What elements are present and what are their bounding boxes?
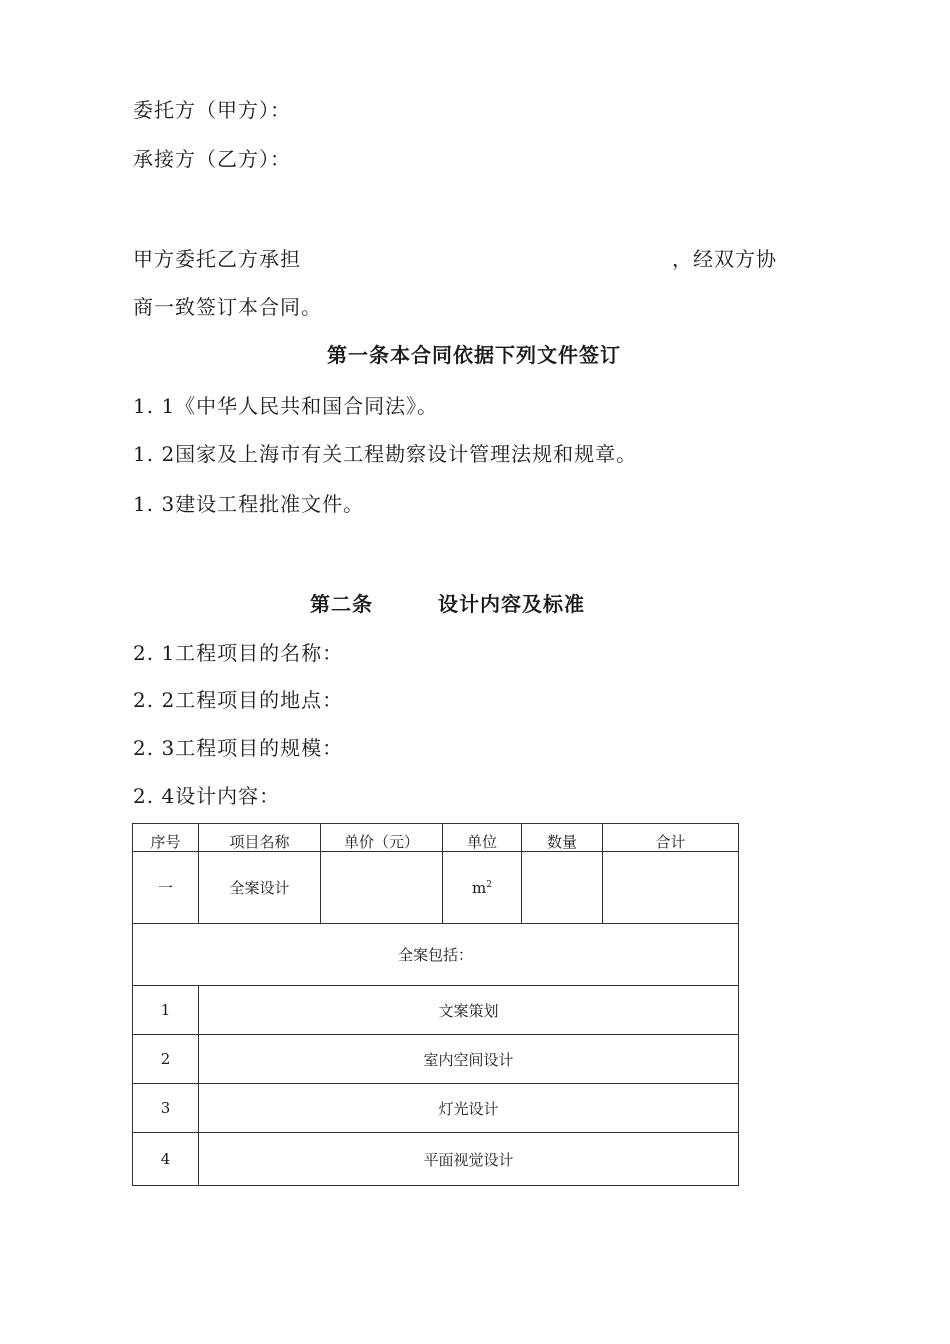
table-row (133, 1084, 739, 1133)
table-row-main (133, 852, 739, 924)
sub-item-no: 2 (133, 1035, 199, 1084)
article2-title-text: 设计内容及标准 (438, 592, 585, 616)
header-cell-unit: 单位 (443, 824, 522, 852)
intro-line-end: ，经双方协 (672, 247, 777, 271)
sub-item-name: 平面视觉设计 (199, 1133, 739, 1186)
intro-line-2: 商一致签订本合同。 (133, 295, 322, 319)
article1-item: 1. 3建设工程批准文件。 (133, 492, 365, 516)
header-cell-no: 序号 (133, 824, 199, 852)
article1-item: 1. 1《中华人民共和国合同法》。 (133, 394, 439, 418)
table-row (133, 986, 739, 1035)
sub-item-no: 4 (133, 1133, 199, 1186)
unit-superscript: 2 (486, 879, 492, 890)
article2-item: 2. 3工程项目的规模： (133, 736, 344, 760)
client-party-line: 委托方（甲方）： (133, 98, 291, 122)
main-row-name: 全案设计 (199, 852, 321, 924)
includes-label: 全案包括： (133, 924, 739, 986)
main-row-quantity (522, 852, 603, 924)
header-cell-quantity: 数量 (522, 824, 603, 852)
header-cell-unit-price: 单价（元） (321, 824, 443, 852)
header-cell-name: 项目名称 (199, 824, 321, 852)
design-content-table (132, 823, 739, 1186)
sub-item-no: 1 (133, 986, 199, 1035)
article1-item: 1. 2国家及上海市有关工程勘察设计管理法规和规章。 (133, 442, 638, 466)
article2-title-number: 第二条 (310, 592, 373, 616)
article1-title: 第一条本合同依据下列文件签订 (327, 343, 621, 367)
sub-item-name: 灯光设计 (199, 1084, 739, 1133)
main-row-no: 一 (133, 852, 199, 924)
table-row (133, 1035, 739, 1084)
unit-text: m (472, 878, 487, 897)
header-cell-total: 合计 (603, 824, 739, 852)
main-row-unit (443, 852, 522, 924)
article2-item: 2. 1工程项目的名称： (133, 641, 344, 665)
intro-line-start: 甲方委托乙方承担 (133, 247, 301, 271)
table-row-includes (133, 924, 739, 986)
article2-item: 2. 4设计内容： (133, 784, 281, 808)
sub-item-name: 室内空间设计 (199, 1035, 739, 1084)
table-header-row (133, 824, 739, 852)
article2-item: 2. 2工程项目的地点： (133, 688, 344, 712)
sub-item-name: 文案策划 (199, 986, 739, 1035)
table-row (133, 1133, 739, 1186)
main-row-total (603, 852, 739, 924)
main-row-unit-price (321, 852, 443, 924)
contractor-party-line: 承接方（乙方）： (133, 147, 291, 171)
sub-item-no: 3 (133, 1084, 199, 1133)
